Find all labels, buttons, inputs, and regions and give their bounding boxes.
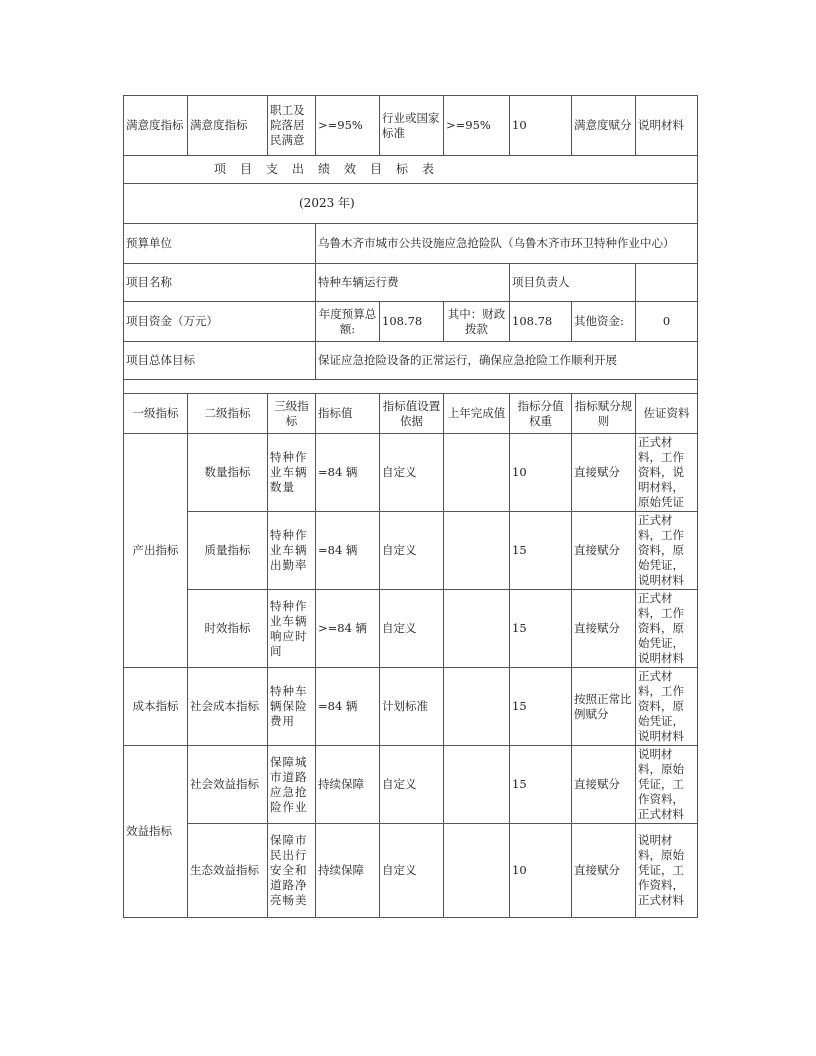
weight-cell: 15: [510, 590, 572, 668]
value-cell: 持续保障: [316, 746, 380, 824]
table-row: [124, 668, 698, 746]
last-year-cell: [444, 434, 510, 512]
basis-cell: 自定义: [380, 746, 444, 824]
group-benefit: 效益指标: [124, 746, 188, 918]
weight-cell: 10: [510, 824, 572, 918]
rule-cell: 直接赋分: [572, 746, 636, 824]
table-year: (2023 年): [124, 184, 698, 224]
spacer-cell: [124, 380, 698, 394]
weight-cell: 10: [510, 96, 572, 156]
evidence-cell: 正式材料，工作资料，原始凭证，说明材料: [636, 512, 698, 590]
level3-cell: 特种作业车辆出勤率: [268, 512, 316, 590]
goal-label: 项目总体目标: [124, 342, 316, 380]
project-lead-label: 项目负责人: [510, 264, 636, 302]
level3-cell: 保障市民出行安全和道路净亮畅美: [268, 824, 316, 918]
project-name-label: 项目名称: [124, 264, 316, 302]
level2-cell: 满意度指标: [188, 96, 268, 156]
weight-cell: 15: [510, 512, 572, 590]
level2-cell: 质量指标: [188, 512, 268, 590]
level3-cell: 职工及院落居民满意: [268, 96, 316, 156]
rule-cell: 按照正常比例赋分: [572, 668, 636, 746]
annual-budget-label: 年度预算总额:: [316, 302, 380, 342]
last-year-cell: [444, 512, 510, 590]
value-cell: =84 辆: [316, 668, 380, 746]
header-level2: 二级指标: [188, 394, 268, 434]
basis-cell: 计划标准: [380, 668, 444, 746]
annual-budget-value: 108.78: [380, 302, 444, 342]
level2-cell: 社会效益指标: [188, 746, 268, 824]
satisfaction-row: [124, 96, 698, 156]
last-year-cell: [444, 746, 510, 824]
value-cell: >=84 辆: [316, 590, 380, 668]
project-name-row: [124, 264, 698, 302]
rule-cell: 直接赋分: [572, 590, 636, 668]
rule-cell: 直接赋分: [572, 434, 636, 512]
budget-unit-row: [124, 224, 698, 264]
header-last-year: 上年完成值: [444, 394, 510, 434]
level2-cell: 数量指标: [188, 434, 268, 512]
project-lead-value: [636, 264, 698, 302]
value-cell: =84 辆: [316, 512, 380, 590]
header-row: [124, 394, 698, 434]
level3-cell: 保障城市道路应急抢险作业: [268, 746, 316, 824]
header-level3: 三级指标: [268, 394, 316, 434]
spacer-row: [124, 380, 698, 394]
table-row: [124, 824, 698, 918]
evidence-cell: 说明材料，原始凭证，工作资料，正式材料: [636, 746, 698, 824]
weight-cell: 15: [510, 746, 572, 824]
fund-row: [124, 302, 698, 342]
basis-cell: 自定义: [380, 590, 444, 668]
group-output: 产出指标: [124, 434, 188, 668]
budget-unit-value: 乌鲁木齐市城市公共设施应急抢险队（乌鲁木齐市环卫特种作业中心）: [316, 224, 698, 264]
level1-cell: 满意度指标: [124, 96, 188, 156]
value-cell: =84 辆: [316, 434, 380, 512]
fund-label: 项目资金（万元）: [124, 302, 316, 342]
other-label: 其他资金:: [572, 302, 636, 342]
performance-table-page: [123, 95, 697, 918]
project-name-value: 特种车辆运行费: [316, 264, 510, 302]
evidence-cell: 正式材料，工作资料，原始凭证，说明材料: [636, 590, 698, 668]
basis-cell: 行业或国家标准: [380, 96, 444, 156]
header-rule: 指标赋分规则: [572, 394, 636, 434]
evidence-cell: 正式材料，工作资料，原始凭证，说明材料: [636, 668, 698, 746]
group-cost: 成本指标: [124, 668, 188, 746]
goal-value: 保证应急抢险设备的正常运行，确保应急抢险工作顺利开展: [316, 342, 698, 380]
header-weight: 指标分值权重: [510, 394, 572, 434]
table-row: [124, 746, 698, 824]
performance-target-table: [123, 95, 698, 918]
budget-unit-label: 预算单位: [124, 224, 316, 264]
header-basis: 指标值设置依据: [380, 394, 444, 434]
evidence-cell: 说明材料: [636, 96, 698, 156]
goal-row: [124, 342, 698, 380]
evidence-cell: 正式材料，工作资料，说明材料，原始凭证: [636, 434, 698, 512]
basis-cell: 自定义: [380, 512, 444, 590]
rule-cell: 直接赋分: [572, 512, 636, 590]
last-year-cell: >=95%: [444, 96, 510, 156]
fiscal-label: 其中：财政拨款: [444, 302, 510, 342]
level2-cell: 时效指标: [188, 590, 268, 668]
last-year-cell: [444, 824, 510, 918]
last-year-cell: [444, 590, 510, 668]
basis-cell: 自定义: [380, 434, 444, 512]
table-row: [124, 512, 698, 590]
value-cell: >=95%: [316, 96, 380, 156]
value-cell: 持续保障: [316, 824, 380, 918]
level2-cell: 生态效益指标: [188, 824, 268, 918]
table-row: [124, 434, 698, 512]
header-level1: 一级指标: [124, 394, 188, 434]
weight-cell: 10: [510, 434, 572, 512]
last-year-cell: [444, 668, 510, 746]
level3-cell: 特种车辆保险费用: [268, 668, 316, 746]
evidence-cell: 说明材料，原始凭证，工作资料，正式材料: [636, 824, 698, 918]
level3-cell: 特种作业车辆数量: [268, 434, 316, 512]
fiscal-value: 108.78: [510, 302, 572, 342]
basis-cell: 自定义: [380, 824, 444, 918]
header-evidence: 佐证资料: [636, 394, 698, 434]
level2-cell: 社会成本指标: [188, 668, 268, 746]
weight-cell: 15: [510, 668, 572, 746]
table-title: 项目支出绩效目标表: [124, 156, 698, 184]
table-row: [124, 590, 698, 668]
rule-cell: 直接赋分: [572, 824, 636, 918]
header-value: 指标值: [316, 394, 380, 434]
other-value: 0: [636, 302, 698, 342]
rule-cell: 满意度赋分: [572, 96, 636, 156]
level3-cell: 特种作业车辆响应时间: [268, 590, 316, 668]
